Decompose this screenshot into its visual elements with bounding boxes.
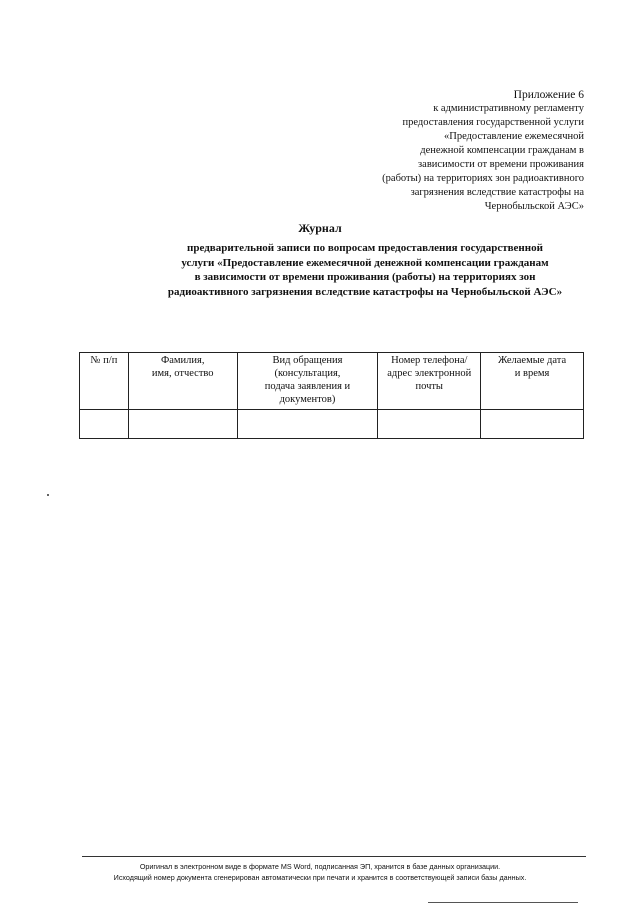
- appendix-line: Приложение 6: [513, 89, 584, 101]
- column-header-text: Вид обращения: [272, 355, 343, 366]
- column-header-text: № п/п: [90, 355, 118, 366]
- appendix-line: к административному регламенту: [433, 103, 584, 114]
- column-header-text: имя, отчество: [151, 368, 214, 379]
- journal-subtitle-line: радиоактивного загрязнения вследствие катастрофы на Чернобыльской АЭС»: [167, 285, 563, 298]
- table-cell: [237, 410, 378, 439]
- appendix-line: денежной компенсации гражданам в: [420, 145, 584, 156]
- column-header-text: Фамилия,: [160, 355, 205, 366]
- table-cell: [128, 410, 237, 439]
- appendix-header: [284, 88, 584, 214]
- footer-note: [0, 861, 640, 883]
- table-header-row: [80, 353, 584, 410]
- column-header-number: [80, 353, 129, 410]
- appendix-line: (работы) на территориях зон радиоактивного: [382, 173, 584, 184]
- scan-speck: [47, 494, 49, 496]
- column-header-full-name: [128, 353, 237, 410]
- table-cell: [378, 410, 481, 439]
- column-header-text: Желаемые дата: [497, 355, 567, 366]
- column-header-text: подача заявления и: [264, 381, 351, 392]
- appendix-line: Чернобыльской АЭС»: [484, 201, 584, 212]
- bottom-divider: [428, 902, 578, 903]
- column-header-text: Номер телефона/: [391, 355, 468, 366]
- journal-subtitle-line: предварительной записи по вопросам предоставления государственной: [187, 242, 543, 254]
- appendix-line: «Предоставление ежемесячной: [443, 131, 584, 142]
- column-header-text: почты: [415, 381, 443, 392]
- footer-divider: [82, 856, 586, 857]
- column-header-request-type: [237, 353, 378, 410]
- column-header-desired-datetime: [481, 353, 584, 410]
- column-header-text: адрес электронной: [387, 368, 472, 379]
- column-header-text: документов): [279, 394, 336, 405]
- table-cell: [481, 410, 584, 439]
- column-header-text: (консультация,: [274, 368, 341, 379]
- journal-subtitle: [110, 241, 620, 299]
- column-header-contact: [378, 353, 481, 410]
- footer-line: Оригинал в электронном виде в формате MS Word, подписанная ЭП, хранится в базе данных организации.: [139, 862, 501, 871]
- footer-line: Исходящий номер документа сгенерирован автоматически при печати и хранится в соответствующей записи базы данных.: [113, 873, 527, 882]
- journal-subtitle-line: в зависимости от времени проживания (работы) на территориях зон: [194, 271, 536, 283]
- appendix-line: предоставления государственной услуги: [402, 117, 584, 128]
- appendix-line: загрязнения вследствие катастрофы на: [410, 187, 584, 198]
- journal-subtitle-line: услуги «Предоставление ежемесячной денежной компенсации гражданам: [181, 256, 549, 269]
- journal-title: Журнал: [298, 221, 342, 235]
- appendix-line: зависимости от времени проживания: [418, 159, 584, 170]
- table-row: [80, 410, 584, 439]
- column-header-text: и время: [514, 368, 550, 379]
- registration-journal-table: [79, 352, 584, 439]
- table-cell: [80, 410, 129, 439]
